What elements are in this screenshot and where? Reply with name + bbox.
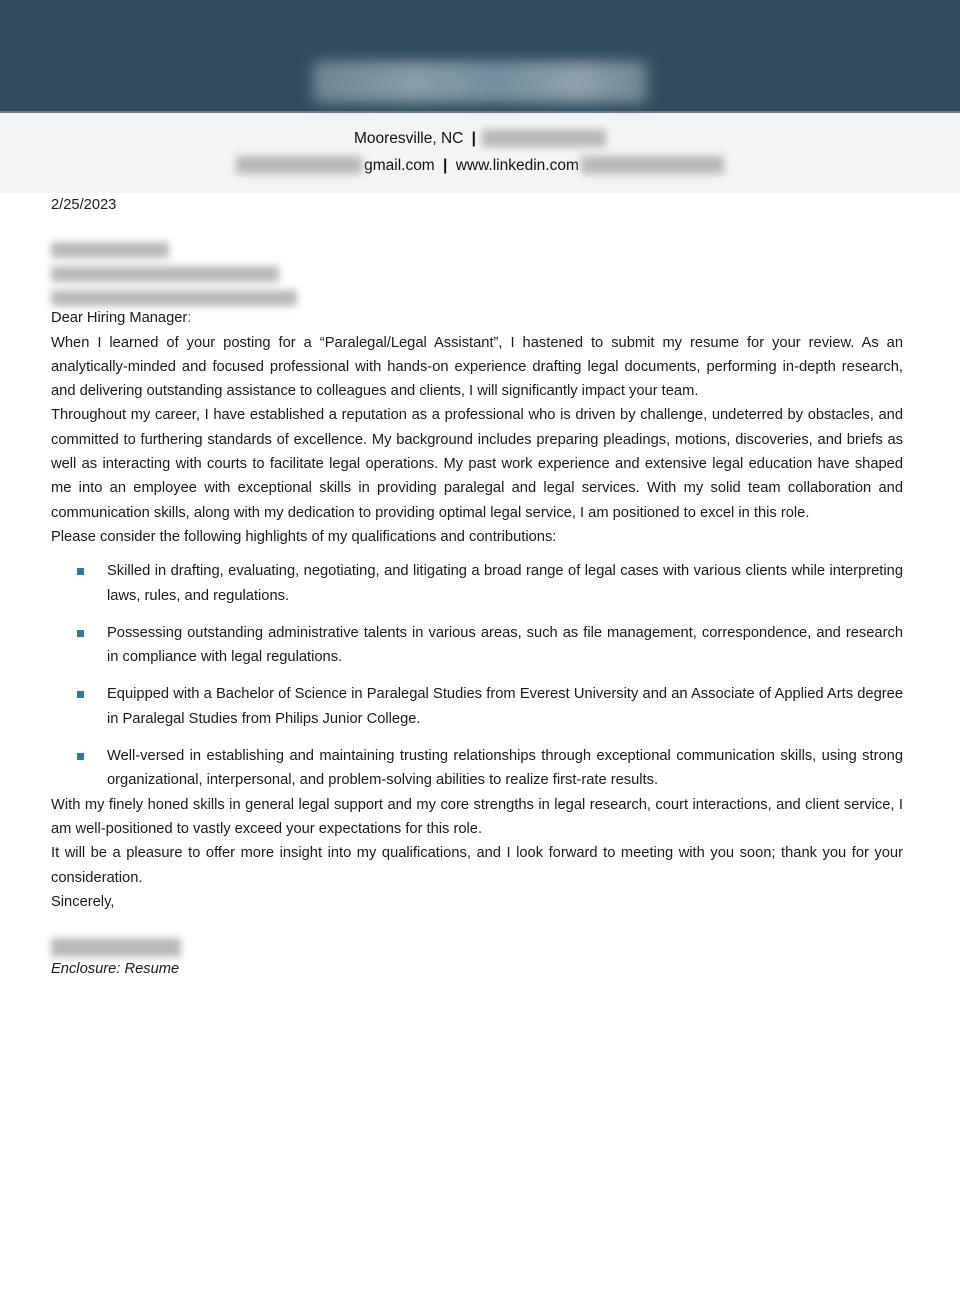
contact-separator: | [443, 157, 448, 174]
letter-header [0, 0, 960, 113]
redacted-phone-number [482, 129, 606, 147]
bullet-item [51, 682, 903, 731]
salutation-colon: : [187, 310, 192, 327]
bullet-item [51, 559, 903, 608]
highlights-intro: Please consider the following highlights of my qualifications and contributions: [51, 528, 557, 545]
signoff: Sincerely, [51, 893, 115, 910]
contact-band [0, 113, 960, 193]
contact-email-domain: gmail.com [364, 157, 435, 174]
square-bullet-icon [77, 691, 84, 698]
enclosure-note: Enclosure: Resume [51, 961, 180, 978]
bullet-text: Possessing outstanding administrative talents in various areas, such as file management, correspondence, and research in compliance with legal regulations. [107, 624, 903, 666]
redacted-recipient-address [51, 242, 903, 306]
bullet-text: Equipped with a Bachelor of Science in Paralegal Studies from Everest University and an Associate of Applied Arts degree in Paralegal Studies from Philips Junior College. [107, 686, 903, 727]
contact-linkedin: www.linkedin.com [455, 157, 579, 174]
redacted-sender-name [313, 61, 647, 103]
body-paragraph: With my finely honed skills in general legal support and my core strengths in legal research, court interactions, and client service, I am well-positioned to vastly exceed your expectations for this role. [51, 796, 903, 837]
redacted-address-line [51, 242, 169, 258]
redacted-address-line [51, 266, 279, 282]
body-paragraph: It will be a pleasure to offer more insight into my qualifications, and I look forward to meeting with you soon; thank you for your consideration. [51, 845, 903, 886]
contact-line-2 [0, 152, 960, 179]
body-paragraph: When I learned of your posting for a “Paralegal/Legal Assistant”, I hastened to submit my resume for your review. As an analytically-minded and focused professional with hands-on experience drafting legal documents, performing in-depth research, and delivering outstanding assistance to colleagues and clients, I will significantly impact your team. [51, 334, 903, 400]
redacted-signature-name [51, 938, 181, 957]
bullet-text: Skilled in drafting, evaluating, negotiating, and litigating a broad range of legal cases with various clients while interpreting laws, rules, and regulations. [107, 563, 903, 604]
square-bullet-icon [77, 568, 84, 575]
redacted-linkedin-suffix [581, 156, 724, 174]
highlights-list [51, 559, 903, 792]
redacted-email-prefix [236, 156, 362, 174]
contact-separator: | [471, 130, 477, 147]
bullet-item [51, 744, 903, 793]
square-bullet-icon [77, 753, 84, 760]
contact-location: Mooresville, NC [353, 130, 464, 147]
salutation-text: Dear Hiring Manager [51, 310, 188, 327]
contact-line-1 [0, 125, 960, 152]
letter-date: 2/25/2023 [51, 197, 117, 213]
body-paragraph: Throughout my career, I have established a reputation as a professional who is driven by challenge, undeterred by obstacles, and committed to furthering standards of excellence. My background includes preparing pleadings, motions, discoveries, and briefs as well as interacting with courts to facilitate legal operations. My past work experience and extensive legal education have shaped me into an employee with exceptional skills in providing paralegal and legal services. With my solid team collaboration and communication skills, along with my dedication to providing optimal legal service, I am positioned to excel in this role. [51, 407, 903, 521]
square-bullet-icon [77, 630, 84, 637]
bullet-text: Well-versed in establishing and maintaining trusting relationships through exceptional communication skills, using strong organizational, interpersonal, and problem-solving abilities to realize first-rate results. [107, 748, 903, 789]
bullet-item [51, 621, 903, 670]
redacted-address-line [51, 290, 297, 306]
letter-body [0, 193, 960, 981]
salutation [51, 306, 903, 330]
